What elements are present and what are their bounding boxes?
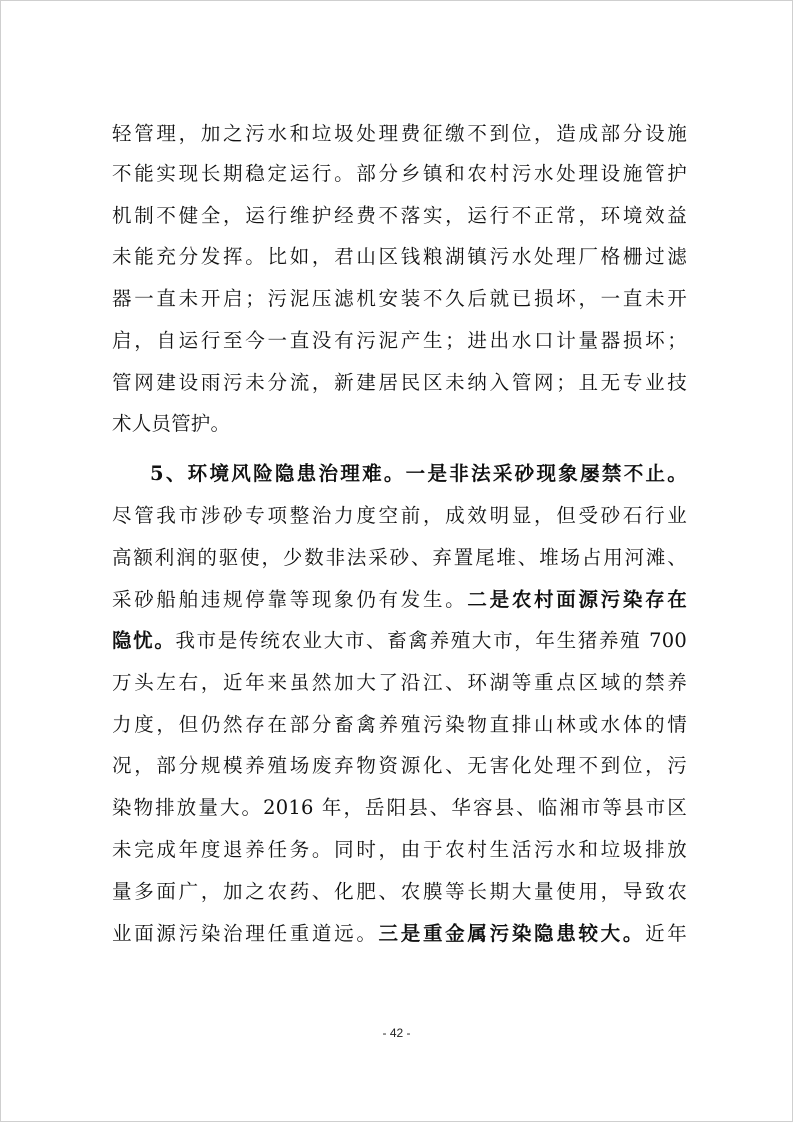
- text-line: [112, 580, 687, 620]
- text-segment: 管网建设雨污未分流，新建居民区未纳入管网；且无专业技: [112, 371, 687, 394]
- text-segment: 未完成年度退养任务。同时，由于农村生活污水和垃圾排放: [112, 838, 687, 861]
- text-line: [112, 830, 687, 870]
- text-line: [112, 363, 687, 403]
- text-line: [112, 663, 687, 703]
- section-heading-line: [150, 454, 687, 494]
- bold-segment: 三是重金属污染隐患较大。: [378, 922, 646, 945]
- text-line: [112, 114, 687, 154]
- text-segment: 况，部分规模养殖场废弃物资源化、无害化处理不到位，污: [112, 754, 687, 777]
- text-segment: 业面源污染治理任重道远。: [112, 922, 379, 945]
- text-segment: 量多面广，加之农药、化肥、农膜等长期大量使用，导致农: [112, 880, 687, 903]
- text-segment: 我市是传统农业大市、畜禽养殖大市，年生猪养殖 700: [175, 629, 687, 652]
- text-line: [112, 321, 687, 361]
- text-line: [112, 496, 687, 536]
- text-segment: 轻管理，加之污水和垃圾处理费征缴不到位，造成部分设施: [112, 122, 687, 145]
- text-line: [112, 196, 687, 236]
- page-number: - 42 -: [382, 1026, 411, 1040]
- text-line: [112, 538, 687, 578]
- text-line: [112, 237, 687, 277]
- text-segment: 万头左右，近年来虽然加大了沿江、环湖等重点区域的禁养: [112, 671, 687, 694]
- text-segment: 高额利润的驱使，少数非法采砂、弃置尾堆、堆场占用河滩、: [112, 546, 687, 569]
- text-line: [112, 872, 687, 912]
- text-segment: 采砂船舶违规停靠等现象仍有发生。: [112, 588, 468, 611]
- text-segment: 启，自运行至今一直没有污泥产生；进出水口计量器损坏；: [112, 329, 687, 352]
- text-line: [112, 788, 687, 828]
- text-line: [112, 279, 687, 319]
- text-segment: 近年: [645, 922, 688, 945]
- text-segment: 器一直未开启；污泥压滤机安装不久后就已损坏，一直未开: [112, 287, 687, 310]
- text-line: [112, 914, 687, 954]
- text-segment: 未能充分发挥。比如，君山区钱粮湖镇污水处理厂格栅过滤: [112, 245, 687, 268]
- text-line: [112, 621, 687, 661]
- text-segment: 不能实现长期稳定运行。部分乡镇和农村污水处理设施管护: [112, 162, 687, 185]
- text-line: [112, 154, 687, 194]
- text-segment: 机制不健全，运行维护经费不落实，运行不正常，环境效益: [112, 204, 687, 227]
- bold-segment: 隐忧。: [112, 629, 176, 652]
- text-line: [112, 705, 687, 745]
- text-line: [112, 404, 687, 444]
- text-line: [112, 746, 687, 786]
- text-segment: 力度，但仍然存在部分畜禽养殖污染物直排山林或水体的情: [112, 713, 687, 736]
- bold-segment: 二是农村面源污染存在: [467, 588, 687, 611]
- text-segment: 术人员管护。: [112, 412, 231, 435]
- bold-segment: 5、环境风险隐患治理难。一是非法采砂现象屡禁不止。: [150, 462, 687, 485]
- text-segment: 染物排放量大。2016 年，岳阳县、华容县、临湘市等县市区: [112, 796, 687, 819]
- text-segment: 尽管我市涉砂专项整治力度空前，成效明显，但受砂石行业: [112, 504, 687, 527]
